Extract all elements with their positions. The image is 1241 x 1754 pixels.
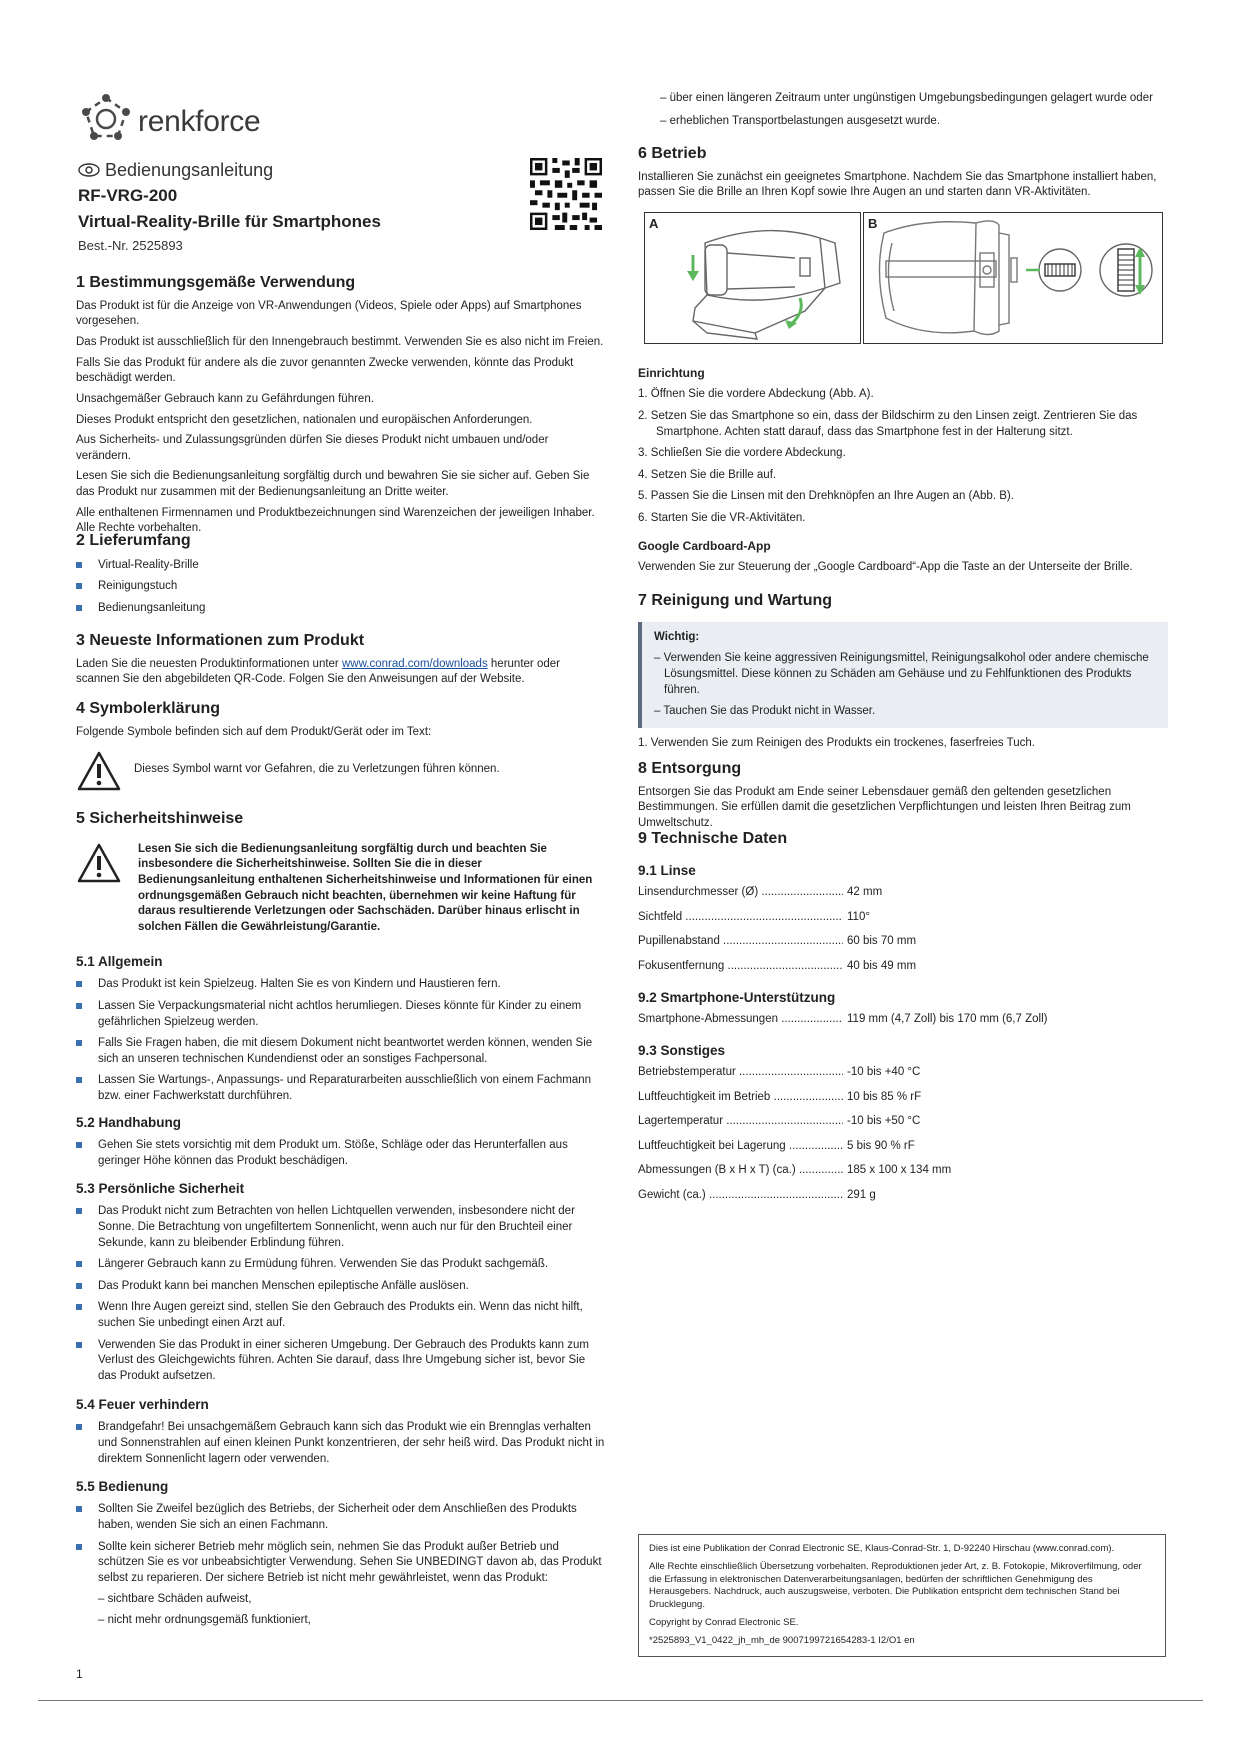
s1-paragraph: Aus Sicherheits- und Zulassungsgründen dürfen Sie dieses Produkt nicht umbauen und/oder verändern. xyxy=(76,434,549,462)
section-1-title: 1 Bestimmungsgemäße Verwendung xyxy=(76,274,356,291)
spec-value: 119 mm (4,7 Zoll) bis 170 mm (6,7 Zoll) xyxy=(847,1012,1048,1025)
brand-name: renkforce xyxy=(138,105,261,138)
list-item: Falls Sie Fragen haben, die mit diesem Dokument nicht beantwortet werden können, wenden Sie sich an unseren technischen Kundendienst oder an sonstiges Fachpersonal. xyxy=(76,1036,606,1067)
figure-b-label: B xyxy=(868,216,878,231)
section-4 xyxy=(76,698,606,792)
section-5 xyxy=(76,808,606,936)
section-2-title: 2 Lieferumfang xyxy=(76,532,191,549)
s3-text-post: herunter oder scannen Sie den abgebildeten QR-Code. Folgen Sie den Anweisungen auf der Website. xyxy=(76,657,560,686)
s1-paragraph: Alle enthaltenen Firmennamen und Produktbezeichnungen sind Warenzeichen der jeweiligen Inhaber. Alle Rechte vorbehalten. xyxy=(76,506,595,535)
cardboard-section xyxy=(638,538,1168,576)
footer-copyright: Copyright by Conrad Electronic SE. xyxy=(649,1617,799,1629)
spec-row xyxy=(638,910,1168,926)
section-1 xyxy=(76,272,606,542)
spec-row xyxy=(638,1139,1168,1155)
spec-value: 5 bis 90 % rF xyxy=(847,1139,915,1152)
manual-label-text: Bedienungsanleitung xyxy=(105,160,274,180)
setup-step: 2. Setzen Sie das Smartphone so ein, dass der Bildschirm zu den Linsen zeigt. Zentrieren Sie das Smartphone. Achten statt darauf, dass das Smartphone fest in der Halterung sitzt. xyxy=(638,409,1138,438)
section-5-4-title: 5.4 Feuer verhindern xyxy=(76,1397,209,1412)
s3-text xyxy=(76,657,606,688)
spec-row xyxy=(638,959,1168,975)
important-box xyxy=(638,622,1168,728)
list-item: Virtual-Reality-Brille xyxy=(76,558,606,574)
spec-value: -10 bis +50 °C xyxy=(847,1115,921,1128)
spec-key: Linsendurchmesser (Ø) ..... xyxy=(638,885,843,901)
setup-step: 5. Passen Sie die Linsen mit den Drehknöpfen an Ihre Augen an (Abb. B). xyxy=(638,490,1014,503)
setup-step: 6. Starten Sie die VR-Aktivitäten. xyxy=(638,512,806,525)
disposal-text: Entsorgen Sie das Produkt am Ende seiner Lebensdauer gemäß den geltenden gesetzlichen Bestimmungen. Sie erfüllen damit die gesetzlichen Verpflichtungen und leisten Ihren Beitrag zum Umweltschutz. xyxy=(638,785,1131,829)
spec-key: Betriebstemperatur ..... xyxy=(638,1065,843,1081)
footer-rights: Alle Rechte einschließlich Übersetzung vorbehalten. Reproduktionen jeder Art, z. B. Fotokopie, Mikroverfilmung, oder die Erfassung in elektronischen Datenverarbeitungsanlagen, bedürfen der schriftlichen Genehmigung des Herausgebers. Nachdruck, auch auszugsweise, verboten. Die Publikation entspricht dem technischen Stand bei Drucklegung. xyxy=(649,1560,1142,1611)
list-item: Wenn Ihre Augen gereizt sind, stellen Sie den Gebrauch des Produkts ein. Wenn das nicht hilft, suchen Sie unbedingt einen Arzt auf. xyxy=(76,1300,606,1331)
s6-intro: Installieren Sie zunächst ein geeignetes Smartphone. Nachdem Sie das Smartphone installiert haben, passen Sie die Brille an Ihren Kopf sowie Ihre Augen an und starten dann VR-Aktivitäten. xyxy=(638,170,1157,199)
list-item: Sollten Sie Zweifel bezüglich des Betriebs, der Sicherheit oder dem Anschließen des Produkts haben, wenden Sie sich an einen Fachmann. xyxy=(76,1502,606,1533)
eye-icon xyxy=(78,163,100,177)
spec-key: Sichtfeld ..... xyxy=(638,910,843,926)
s1-paragraph: Lesen Sie sich die Bedienungsanleitung sorgfältig durch und bewahren Sie sie sicher auf. Geben Sie das Produkt nur zusammen mit der Bedienungsanleitung an Dritte weiter. xyxy=(76,470,590,498)
page-number: 1 xyxy=(76,1667,83,1681)
spec-row xyxy=(638,1090,1168,1106)
symbol-description: Dieses Symbol warnt vor Gefahren, die zu Verletzungen führen können. xyxy=(134,763,500,776)
spec-key: Lagertemperatur ..... xyxy=(638,1114,843,1130)
important-title: Wichtig: xyxy=(654,630,700,643)
spec-value: 40 bis 49 mm xyxy=(847,959,917,972)
list-item: Brandgefahr! Bei unsachgemäßem Gebrauch kann sich das Produkt wie ein Brennglas verhalten und Sonnenstrahlen auf einen kleinen Punkt konzentrieren, der sehr heiß wird. Das Produkt nicht in direktem Sonnenlicht lagern oder verwenden. xyxy=(76,1420,606,1467)
section-5-5 xyxy=(76,1478,606,1629)
order-number: Best.-Nr. 2525893 xyxy=(78,238,183,253)
s1-paragraph: Unsachgemäßer Gebrauch kann zu Gefährdungen führen. xyxy=(76,392,374,405)
dash-item: – sichtbare Schäden aufweist, xyxy=(98,1593,252,1606)
section-4-title: 4 Symbolerklärung xyxy=(76,700,221,717)
spec-value: 110° xyxy=(847,910,870,923)
figure-b xyxy=(863,212,1163,344)
section-6-title: 6 Betrieb xyxy=(638,145,707,162)
section-5-title: 5 Sicherheitshinweise xyxy=(76,810,244,827)
section-3 xyxy=(76,630,606,688)
list-item: Das Produkt nicht zum Betrachten von hellen Lichtquellen verwenden, insbesondere nicht der Sonne. Die Betrachtung von ungefiltertem Sonnenlicht, wenn auch nur für den Bruchteil einer Sekunde, kann zu bleibender Erblindung führen. xyxy=(76,1204,606,1251)
list-item: Lassen Sie Wartungs-, Anpassungs- und Reparaturarbeiten ausschließlich von einem Fachmann bzw. einer Fachwerkstatt durchführen. xyxy=(76,1073,606,1104)
setup-step: 4. Setzen Sie die Brille auf. xyxy=(638,468,777,481)
dash-item: – nicht mehr ordnungsgemäß funktioniert, xyxy=(98,1614,311,1627)
spec-key: Abmessungen (B x H x T) (ca.) ..... xyxy=(638,1163,843,1179)
section-9-2-title: 9.2 Smartphone-Unterstützung xyxy=(638,989,836,1005)
spec-value: 291 g xyxy=(847,1189,876,1202)
s4-intro: Folgende Symbole befinden sich auf dem Produkt/Gerät oder im Text: xyxy=(76,725,432,738)
spec-key: Pupillenabstand ..... xyxy=(638,934,843,950)
section-9-title: 9 Technische Daten xyxy=(638,830,788,847)
spec-row xyxy=(638,1114,1168,1130)
section-5-3-title: 5.3 Persönliche Sicherheit xyxy=(76,1181,245,1196)
section-5-2-title: 5.2 Handhabung xyxy=(76,1115,182,1130)
product-title: Virtual-Reality-Brille für Smartphones xyxy=(78,212,381,231)
model-number: RF-VRG-200 xyxy=(78,186,178,205)
spec-key: Fokusentfernung ..... xyxy=(638,959,843,975)
vr-headset-open-illustration xyxy=(645,213,857,341)
important-item: – Verwenden Sie keine aggressiven Reinigungsmittel, Reinigungsalkohol oder andere chemische Lösungsmittel. Diese können zu Schäden am Gehäuse und zu Fehlfunktionen des Produkts führen. xyxy=(654,652,1149,696)
publisher-footer xyxy=(638,1534,1166,1657)
s3-text-pre: Laden Sie die neuesten Produktinformationen unter xyxy=(76,657,342,670)
spec-key: Luftfeuchtigkeit im Betrieb ..... xyxy=(638,1090,843,1106)
qr-code-icon[interactable] xyxy=(530,158,602,230)
spec-row xyxy=(638,934,1168,950)
section-5-3 xyxy=(76,1180,606,1391)
section-7-title: 7 Reinigung und Wartung xyxy=(638,592,833,609)
s1-paragraph: Das Produkt ist ausschließlich für den Innengebrauch bestimmt. Verwenden Sie es also nicht im Freien. xyxy=(76,336,604,348)
cleaning-step: 1. Verwenden Sie zum Reinigen des Produkts ein trockenes, faserfreies Tuch. xyxy=(638,736,1035,749)
manual-label xyxy=(78,158,273,182)
section-2 xyxy=(76,530,606,623)
list-item: Gehen Sie stets vorsichtig mit dem Produkt um. Stöße, Schläge oder das Herunterfallen aus geringer Höhe können das Produkt beschädigen. xyxy=(76,1138,606,1169)
section-5-5-continued xyxy=(638,91,1168,129)
spec-value: 10 bis 85 % rF xyxy=(847,1090,922,1103)
cardboard-title: Google Cardboard-App xyxy=(638,539,771,553)
section-5-1 xyxy=(76,953,606,1111)
list-item: Reinigungstuch xyxy=(76,579,606,595)
safety-warning-text: Lesen Sie sich die Bedienungsanleitung sorgfältig durch und beachten Sie insbesondere die Sicherheitshinweise. Sollten Sie die in dieser Bedienungsanleitung enthaltenen Sicherheitshinweise und Informationen für einen ordnungsgemäßen Gebrauch nicht beachten, übernehmen wir keine Haftung für daraus resultierende Verletzungen oder Sachschäden. Darüber hinaus erlischt in solchen Fällen die Gewährleistung/Garantie. xyxy=(138,842,593,933)
downloads-link[interactable]: www.conrad.com/downloads xyxy=(341,657,488,670)
important-item: – Tauchen Sie das Produkt nicht in Wasser. xyxy=(654,705,876,718)
vr-headset-lens-knob-illustration xyxy=(864,213,1160,341)
section-3-title: 3 Neueste Informationen zum Produkt xyxy=(76,632,365,649)
section-5-2 xyxy=(76,1114,606,1176)
section-5-4 xyxy=(76,1396,606,1473)
spec-row xyxy=(638,1163,1168,1179)
spec-value: 42 mm xyxy=(847,886,883,899)
list-item: Lassen Sie Verpackungsmaterial nicht achtlos herumliegen. Dieses könnte für Kinder zu einem gefährlichen Spielzeug werden. xyxy=(76,999,606,1030)
s1-paragraph: Dieses Produkt entspricht den gesetzlichen, nationalen und europäischen Anforderungen. xyxy=(76,413,533,426)
list-item: Verwenden Sie das Produkt in einer sicheren Umgebung. Der Gebrauch des Produkts kann zum Verlust des Gleichgewichts führen. Achten Sie darauf, dass Ihre Umgebung sicher ist, bevor Sie das Produkt aufsetzen. xyxy=(76,1338,606,1385)
renkforce-logo-icon xyxy=(80,92,132,144)
setup-step: 1. Öffnen Sie die vordere Abdeckung (Abb. A). xyxy=(638,388,874,401)
s1-paragraph: Falls Sie das Produkt für andere als die zuvor genannten Zwecke verwenden, könnte das Produkt beschädigt werden. xyxy=(76,356,574,385)
list-item: Sollte kein sicherer Betrieb mehr möglich sein, nehmen Sie das Produkt außer Betrieb und schützen Sie es vor unbeabsichtigter Verwendung. Sehen Sie UNBEDINGT davon ab, das Produkt selbst zu reparieren. Der sichere Betrieb ist nicht mehr gewährleistet, wenn das Produkt: xyxy=(76,1540,606,1587)
spec-key: Smartphone-Abmessungen ..... xyxy=(638,1012,843,1028)
footer-publisher: Dies ist eine Publikation der Conrad Electronic SE, Klaus-Conrad-Str. 1, D-92240 Hirschau (www.conrad.com). xyxy=(649,1543,1115,1554)
setup-step: 3. Schließen Sie die vordere Abdeckung. xyxy=(638,447,846,460)
list-item: Längerer Gebrauch kann zu Ermüdung führen. Verwenden Sie das Produkt sachgemäß. xyxy=(76,1257,606,1273)
spec-row xyxy=(638,885,1168,901)
cardboard-text: Verwenden Sie zur Steuerung der „Google Cardboard“-App die Taste an der Unterseite der Brille. xyxy=(638,561,1133,574)
list-item: Das Produkt ist kein Spielzeug. Halten Sie es von Kindern und Haustieren fern. xyxy=(76,977,606,993)
s1-paragraph: Das Produkt ist für die Anzeige von VR-Anwendungen (Videos, Spiele oder Apps) auf Smartphones vorgesehen. xyxy=(76,299,582,328)
spec-value: 185 x 100 x 134 mm xyxy=(847,1164,952,1177)
spec-value: 60 bis 70 mm xyxy=(847,935,917,948)
figure-a xyxy=(644,212,861,344)
section-8-title: 8 Entsorgung xyxy=(638,760,742,777)
spec-row xyxy=(638,1012,1168,1028)
section-7 xyxy=(638,590,1168,752)
section-9-1-title: 9.1 Linse xyxy=(638,862,696,878)
list-item: Das Produkt kann bei manchen Menschen epileptische Anfälle auslösen. xyxy=(76,1279,606,1295)
section-9-3-title: 9.3 Sonstiges xyxy=(638,1042,726,1058)
section-9 xyxy=(638,828,1168,1213)
spec-key: Luftfeuchtigkeit bei Lagerung ..... xyxy=(638,1139,843,1155)
setup-section xyxy=(638,365,1168,533)
dash-item: – über einen längeren Zeitraum unter ungünstigen Umgebungsbedingungen gelagert wurde oder xyxy=(660,92,1153,104)
spec-row xyxy=(638,1188,1168,1204)
spec-value: -10 bis +40 °C xyxy=(847,1065,921,1078)
spec-row xyxy=(638,1065,1168,1081)
bottom-rule xyxy=(38,1700,1203,1701)
section-6 xyxy=(638,143,1168,201)
section-5-1-title: 5.1 Allgemein xyxy=(76,954,163,969)
spec-key: Gewicht (ca.) ..... xyxy=(638,1188,843,1204)
list-item: Bedienungsanleitung xyxy=(76,601,606,617)
footer-code: *2525893_V1_0422_jh_mh_de 9007199721654283-1 I2/O1 en xyxy=(649,1634,915,1646)
warning-triangle-icon xyxy=(76,750,122,792)
section-8 xyxy=(638,758,1168,832)
section-5-5-title: 5.5 Bedienung xyxy=(76,1479,169,1494)
dash-item: – erheblichen Transportbelastungen ausgesetzt wurde. xyxy=(660,114,941,127)
setup-title: Einrichtung xyxy=(638,366,705,380)
warning-triangle-icon xyxy=(76,842,122,884)
figure-a-label: A xyxy=(649,216,659,231)
